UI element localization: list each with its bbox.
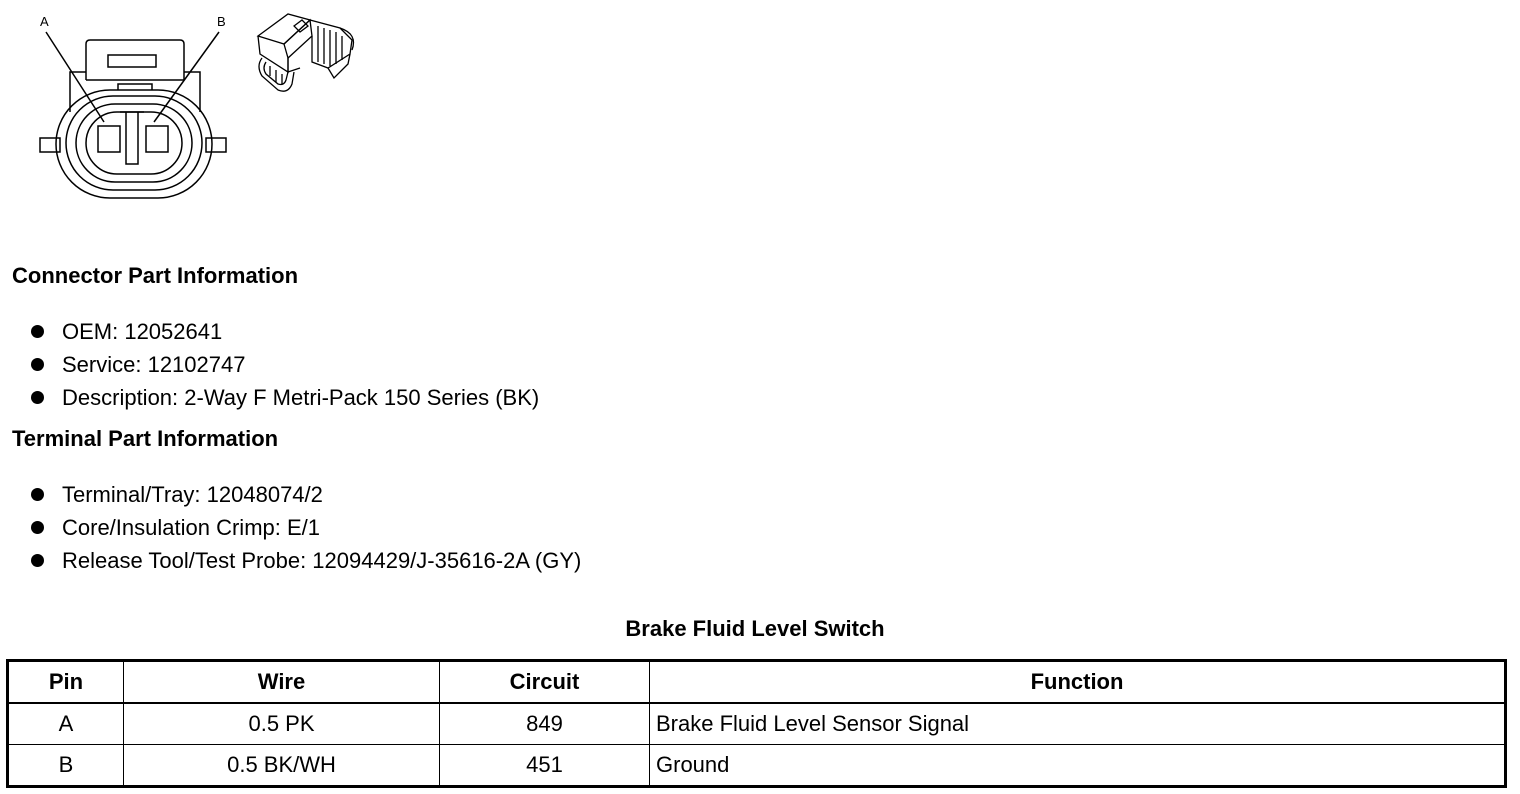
connector-part-info-heading: Connector Part Information [12, 263, 299, 288]
oem-part-number: OEM: 12052641 [62, 319, 223, 344]
cell-pin: B [8, 745, 124, 787]
column-header-function: Function [650, 661, 1506, 704]
bullet-icon [31, 554, 44, 567]
bullet-icon [31, 521, 44, 534]
pin-label-a: A [40, 14, 49, 29]
cell-function: Ground [650, 745, 1506, 787]
terminal-part-info-list [28, 478, 581, 577]
terminal-tray: Terminal/Tray: 12048074/2 [62, 482, 323, 507]
table-header-row [8, 661, 1506, 704]
table-row [8, 745, 1506, 787]
release-tool-test-probe: Release Tool/Test Probe: 12094429/J-35616-2A (GY) [62, 548, 582, 573]
pin-label-b: B [217, 14, 226, 29]
list-item [28, 315, 539, 348]
service-part-number: Service: 12102747 [62, 352, 246, 377]
bullet-icon [31, 391, 44, 404]
pinout-table [6, 659, 1507, 788]
cell-function: Brake Fluid Level Sensor Signal [650, 703, 1506, 745]
connector-3d-drawing [248, 6, 363, 96]
bullet-icon [31, 358, 44, 371]
list-item [28, 348, 539, 381]
list-item [28, 511, 581, 544]
list-item [28, 478, 581, 511]
column-header-pin: Pin [8, 661, 124, 704]
pinout-table-title: Brake Fluid Level Switch [625, 616, 885, 641]
cell-wire: 0.5 PK [124, 703, 440, 745]
terminal-part-info-heading: Terminal Part Information [12, 426, 279, 451]
table-row [8, 703, 1506, 745]
cell-wire: 0.5 BK/WH [124, 745, 440, 787]
cell-circuit: 451 [440, 745, 650, 787]
column-header-circuit: Circuit [440, 661, 650, 704]
bullet-icon [31, 325, 44, 338]
column-header-wire: Wire [124, 661, 440, 704]
connector-description: Description: 2-Way F Metri-Pack 150 Series (BK) [62, 385, 540, 410]
core-insulation-crimp: Core/Insulation Crimp: E/1 [62, 515, 320, 540]
list-item [28, 544, 581, 577]
connector-part-info-list [28, 315, 539, 414]
list-item [28, 381, 539, 414]
cell-circuit: 849 [440, 703, 650, 745]
bullet-icon [31, 488, 44, 501]
cell-pin: A [8, 703, 124, 745]
